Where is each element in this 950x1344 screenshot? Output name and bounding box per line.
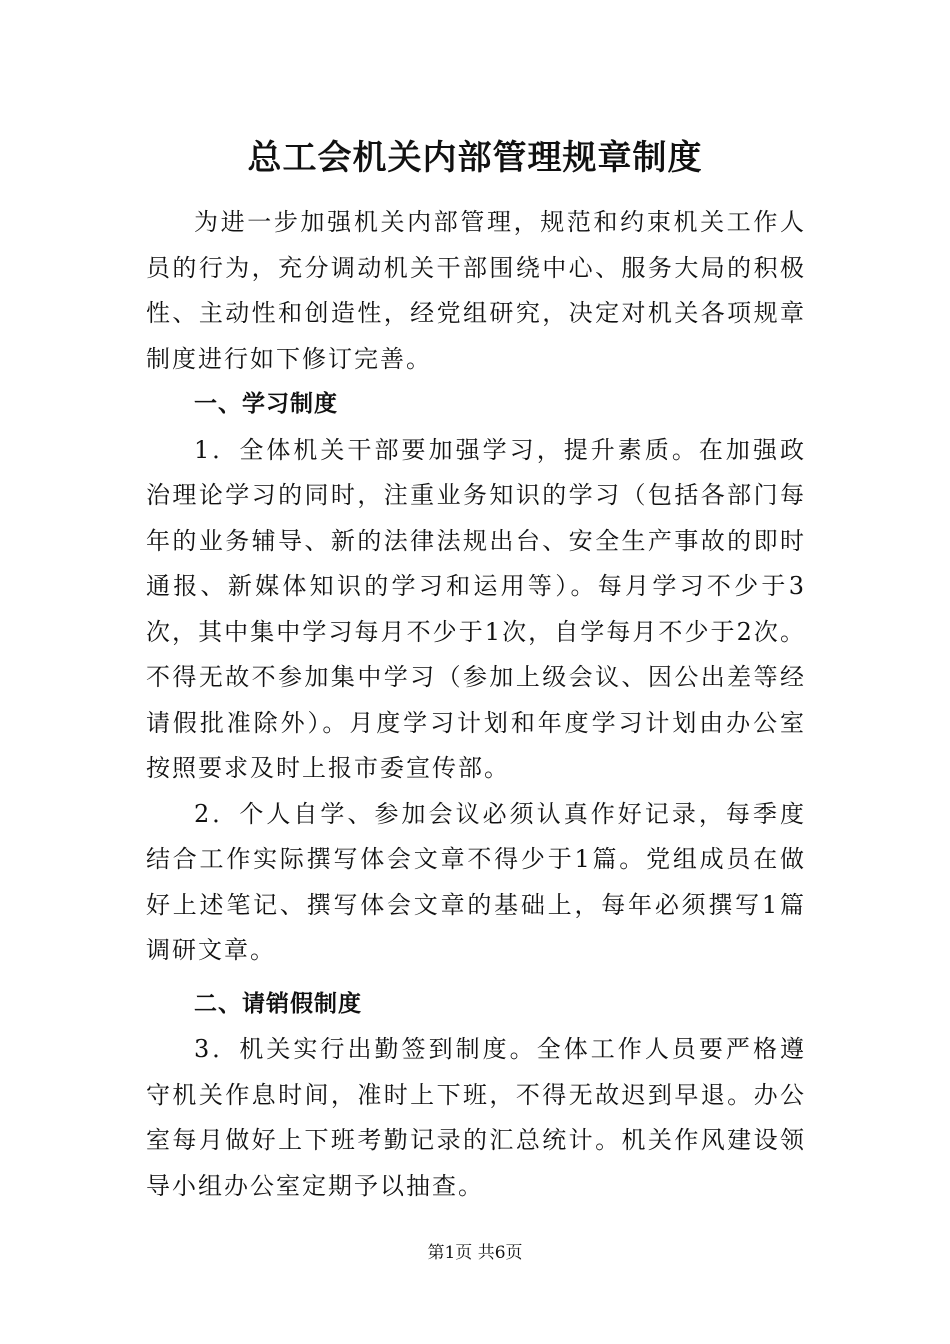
page-footer: 第1页 共6页: [427, 1243, 523, 1263]
intro-paragraph: 为进一步加强机关内部管理，规范和约束机关工作人员的行为，充分调动机关干部围绕中心、服务大局的积极性、主动性和创造性，经党组研究，决定对机关各项规章制度进行如下修订完善。: [146, 208, 806, 373]
section-heading-leave: 二、请销假制度: [194, 990, 362, 1017]
section-spacer: [146, 974, 806, 982]
item-paragraph-2: 2．个人自学、参加会议必须认真作好记录，每季度结合工作实际撰写体会文章不得少于1篇。党组成员在做好上述笔记、撰写体会文章的基础上，每年必须撰写1篇调研文章。: [146, 799, 806, 964]
item-paragraph-3: 3．机关实行出勤签到制度。全体工作人员要严格遵守机关作息时间，准时上下班，不得无故迟到早退。办公室每月做好上下班考勤记录的汇总统计。机关作风建设领导小组办公室定期予以抽查。: [146, 1035, 806, 1200]
section-heading-study: 一、学习制度: [194, 391, 338, 417]
document-title: 总工会机关内部管理规章制度: [247, 138, 703, 178]
item-paragraph-1: 1．全体机关干部要加强学习，提升素质。在加强政治理论学习的同时，注重业务知识的学习（包括各部门每年的业务辅导、新的法律法规出台、安全生产事故的即时通报、新媒体知识的学习和运用等）。每月学习不少于3次，其中集中学习每月不少于1次，自学每月不少于2次。不得无故不参加集中学习（参加上级会议、因公出差等经请假批准除外）。月度学习计划和年度学习计划由办公室按照要求及时上报市委宣传部。: [146, 435, 806, 782]
document-body: [146, 200, 806, 1209]
